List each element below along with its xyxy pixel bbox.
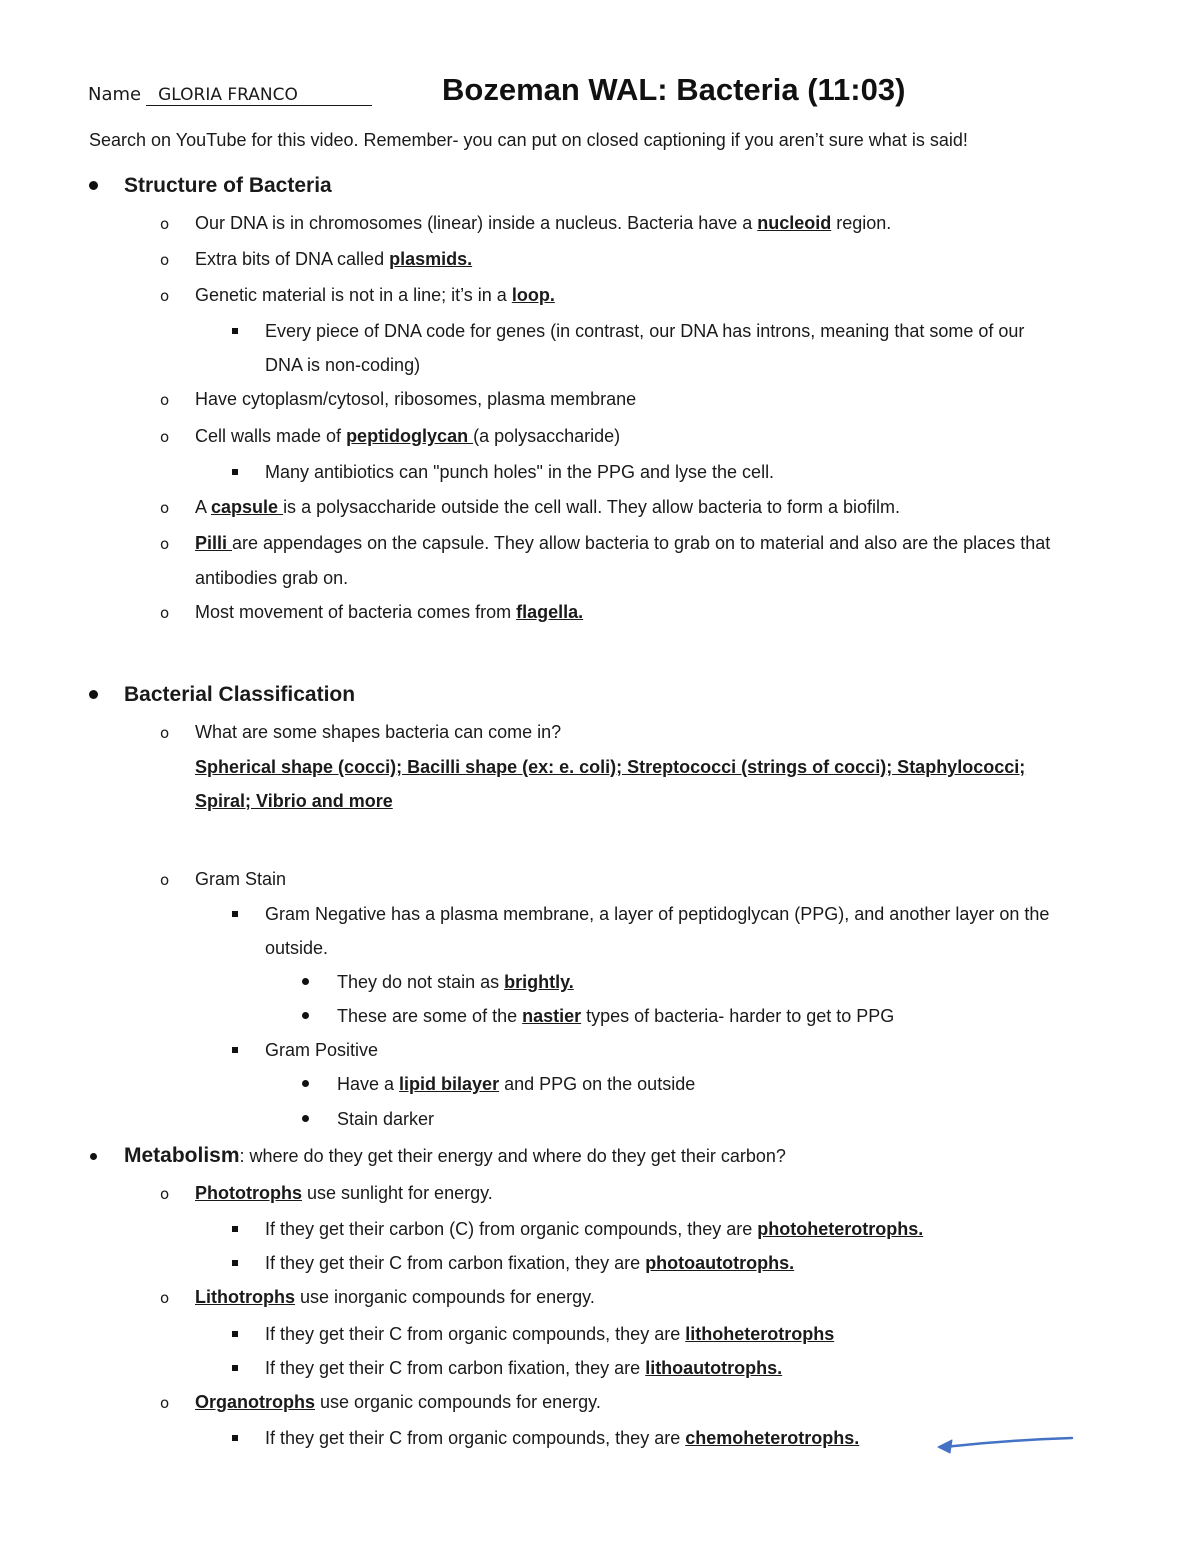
- answer-shapes-line1: Spherical shape (cocci); Bacilli shape (ex: e. coli); Streptococci (strings of cocci); Staphylococci;: [195, 757, 1026, 777]
- list-item-continued: DNA is non-coding): [265, 355, 421, 375]
- answer-pilli: Pilli: [195, 533, 233, 553]
- item-text: If they get their C from organic compounds, they are: [265, 1324, 686, 1344]
- list-item: Gram Negative has a plasma membrane, a layer of peptidoglycan (PPG), and another layer on the: [265, 904, 1050, 924]
- item-text: These are some of the: [337, 1006, 523, 1026]
- item-text: Cell walls made of: [195, 426, 347, 446]
- answer-nucleoid: nucleoid: [757, 213, 832, 233]
- list-item: [195, 532, 1050, 554]
- item-text: region.: [831, 213, 892, 233]
- item-text: use sunlight for energy.: [301, 1183, 493, 1203]
- bullet-circle-icon: o: [160, 428, 170, 446]
- list-item: [195, 284, 555, 306]
- list-item: [195, 248, 472, 270]
- item-text: If they get their carbon (C) from organic compounds, they are: [265, 1219, 758, 1239]
- answer-chemoheterotrophs: chemoheterotrophs.: [685, 1428, 860, 1448]
- bullet-square-icon: [232, 1365, 238, 1371]
- heading-question: : where do they get their energy and where do they get their carbon?: [239, 1146, 786, 1166]
- bullet-circle-icon: o: [160, 499, 170, 517]
- item-text: use organic compounds for energy.: [315, 1392, 601, 1412]
- list-item: [337, 1073, 695, 1095]
- bullet-square-icon: [232, 1226, 238, 1232]
- item-text: If they get their C from carbon fixation, they are: [265, 1358, 646, 1378]
- item-text: Extra bits of DNA called: [195, 249, 390, 269]
- instructions: Search on YouTube for this video. Remember- you can put on closed captioning if you aren’t sure what is said!: [89, 130, 968, 150]
- list-item: What are some shapes bacteria can come in?: [195, 722, 562, 742]
- bullet-square-icon: [232, 469, 238, 475]
- section-heading-metabolism: [124, 1143, 786, 1169]
- bullet-square-icon: [232, 1331, 238, 1337]
- bullet-circle-icon: o: [160, 1185, 170, 1203]
- bullet-dot-icon: [302, 1115, 309, 1122]
- bullet-square-icon: [232, 1435, 238, 1441]
- list-item: [265, 1357, 782, 1379]
- bullet-dot-icon: [302, 1012, 309, 1019]
- answer-lithotrophs: Lithotrophs: [195, 1287, 295, 1307]
- answer-photoheterotrophs: photoheterotrophs.: [757, 1219, 924, 1239]
- list-item: Gram Stain: [195, 869, 287, 889]
- bullet-dot-icon: [302, 978, 309, 985]
- bullet-square-icon: [232, 1260, 238, 1266]
- list-item-continued: antibodies grab on.: [195, 568, 349, 588]
- bullet-circle-icon: o: [160, 1394, 170, 1412]
- answer-brightly: brightly.: [504, 972, 574, 992]
- section-heading-classification: Bacterial Classification: [124, 683, 356, 706]
- answer-loop: loop.: [511, 285, 555, 305]
- item-text: and PPG on the outside: [499, 1074, 696, 1094]
- item-text: (a polysaccharide): [473, 426, 621, 446]
- item-text: types of bacteria- harder to get to PPG: [581, 1006, 895, 1026]
- page-title: Bozeman WAL: Bacteria (11:03): [442, 72, 906, 107]
- answer-lithoheterotrophs: lithoheterotrophs: [685, 1324, 835, 1344]
- item-text: A: [195, 497, 212, 517]
- list-item: Every piece of DNA code for genes (in contrast, our DNA has introns, meaning that some of our: [265, 321, 1025, 341]
- list-item: [195, 1286, 595, 1308]
- bullet-square-icon: [232, 911, 238, 917]
- item-text: If they get their C from carbon fixation, they are: [265, 1253, 646, 1273]
- bullet-square-icon: [232, 1047, 238, 1053]
- bullet-dot-icon: [89, 690, 98, 699]
- list-item: [195, 601, 583, 623]
- heading-text: Metabolism: [124, 1144, 240, 1167]
- bullet-dot-icon: [302, 1080, 309, 1087]
- list-item: [265, 1427, 859, 1449]
- bullet-dot-icon: [90, 1153, 97, 1160]
- answer-capsule: capsule: [211, 497, 284, 517]
- item-text: is a polysaccharide outside the cell wall. They allow bacteria to form a biofilm.: [283, 497, 901, 517]
- bullet-circle-icon: o: [160, 287, 170, 305]
- list-item: Stain darker: [337, 1109, 435, 1129]
- bullet-circle-icon: o: [160, 1289, 170, 1307]
- answer-photoautotrophs: photoautotrophs.: [645, 1253, 795, 1273]
- list-item: [195, 1391, 601, 1413]
- list-item: Gram Positive: [265, 1040, 379, 1060]
- list-item: Many antibiotics can "punch holes" in the PPG and lyse the cell.: [265, 462, 775, 482]
- bullet-circle-icon: o: [160, 251, 170, 269]
- list-item: [337, 971, 574, 993]
- answer-plasmids: plasmids.: [389, 249, 473, 269]
- bullet-circle-icon: o: [160, 604, 170, 622]
- section-heading-structure: Structure of Bacteria: [124, 174, 332, 197]
- bullet-circle-icon: o: [160, 724, 170, 742]
- bullet-circle-icon: o: [160, 871, 170, 889]
- name-label: Name: [88, 84, 142, 105]
- answer-shapes-line2: Spiral; Vibrio and more: [195, 791, 393, 811]
- arrow-icon: [930, 1425, 1080, 1461]
- answer-lithoautotrophs: lithoautotrophs.: [645, 1358, 783, 1378]
- name-row: [88, 84, 372, 106]
- answer-lipid-bilayer: lipid bilayer: [399, 1074, 500, 1094]
- item-text: Most movement of bacteria comes from: [195, 602, 517, 622]
- answer-peptidoglycan: peptidoglycan: [346, 426, 474, 446]
- item-text: They do not stain as: [337, 972, 505, 992]
- bullet-circle-icon: o: [160, 535, 170, 553]
- list-item: [195, 212, 891, 234]
- list-item: [195, 425, 620, 447]
- list-item: Have cytoplasm/cytosol, ribosomes, plasma membrane: [195, 389, 637, 409]
- answer-flagella: flagella.: [516, 602, 584, 622]
- bullet-square-icon: [232, 328, 238, 334]
- name-value: GLORIA FRANCO: [146, 85, 372, 106]
- list-item: [195, 1182, 493, 1204]
- item-text: are appendages on the capsule. They allow bacteria to grab on to material and also are the places that: [232, 533, 1051, 553]
- item-text: use inorganic compounds for energy.: [294, 1287, 595, 1307]
- item-text: Genetic material is not in a line; it’s in a: [195, 285, 512, 305]
- list-item: [265, 1252, 794, 1274]
- answer-organotrophs: Organotrophs: [195, 1392, 315, 1412]
- bullet-dot-icon: [89, 181, 98, 190]
- bullet-circle-icon: o: [160, 391, 170, 409]
- list-item: [195, 496, 900, 518]
- item-text: Have a: [337, 1074, 400, 1094]
- list-item: [337, 1005, 894, 1027]
- item-text: Our DNA is in chromosomes (linear) inside a nucleus. Bacteria have a: [195, 213, 758, 233]
- item-text: If they get their C from organic compounds, they are: [265, 1428, 686, 1448]
- list-item: [265, 1323, 834, 1345]
- answer-phototrophs: Phototrophs: [195, 1183, 302, 1203]
- bullet-circle-icon: o: [160, 215, 170, 233]
- list-item-continued: outside.: [265, 938, 329, 958]
- answer-nastier: nastier: [522, 1006, 582, 1026]
- list-item: [265, 1218, 923, 1240]
